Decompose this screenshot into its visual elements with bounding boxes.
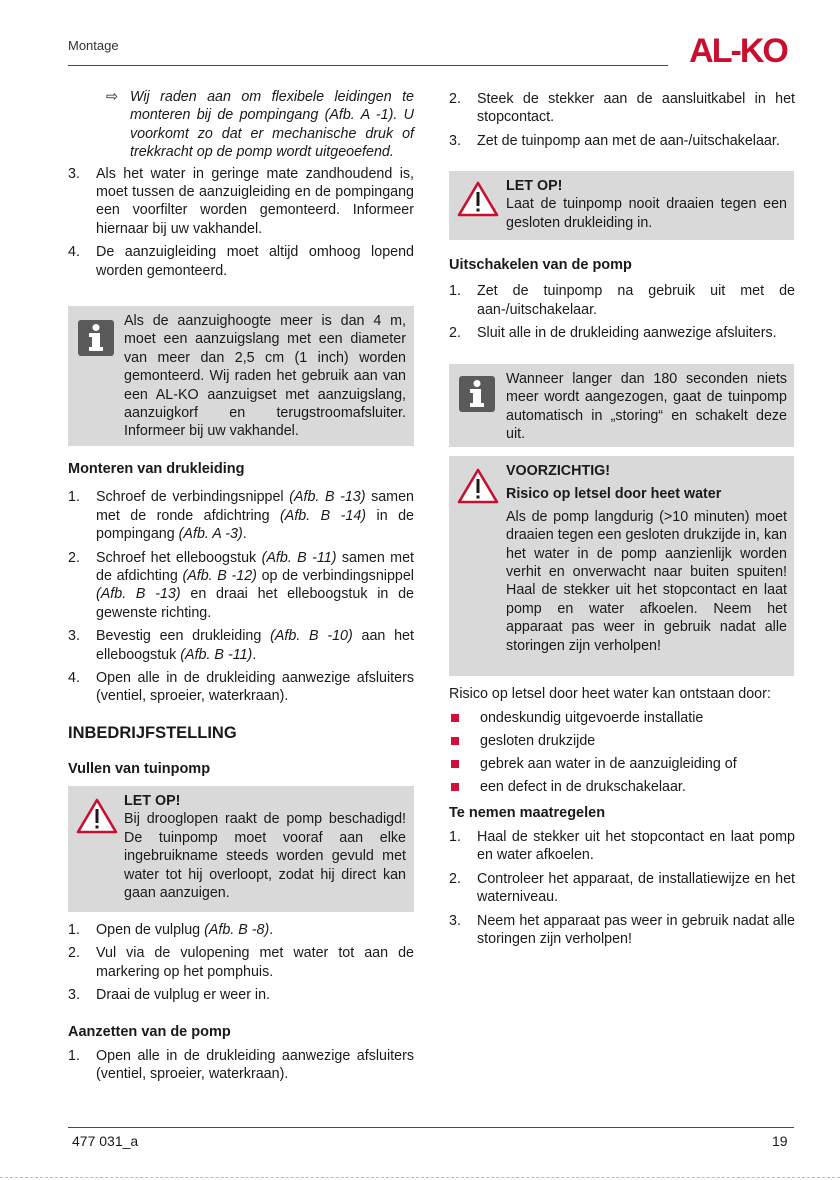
figure-reference: (Afb. B -11): [180, 646, 253, 663]
list-item: [449, 324, 795, 342]
right-column-3: [449, 685, 795, 948]
step-text: Draai de vulplug er weer in.: [96, 987, 271, 1004]
list-item: [68, 1047, 414, 1084]
warning-box: [68, 786, 414, 912]
step-number: 2.: [68, 549, 80, 566]
step-text: Schroef het elleboogstuk: [96, 549, 262, 566]
svg-text:AL-KO: AL-KO: [689, 34, 787, 66]
step-list: [68, 165, 414, 280]
step-number: 3.: [68, 165, 80, 182]
list-item: [449, 132, 795, 150]
step-text: Bevestig een drukleiding: [96, 628, 271, 645]
left-column-lower: [68, 460, 414, 706]
warning-box: [449, 171, 794, 240]
subheading-uitschakelen: Uitschakelen van de pomp: [449, 257, 632, 273]
step-text: .: [242, 526, 247, 543]
step-number: 2.: [68, 945, 80, 962]
step-text: in de pompingang: [96, 507, 414, 543]
list-item: [68, 488, 414, 543]
caution-box: [449, 456, 794, 676]
step-number: 2.: [449, 870, 461, 887]
warning-title: LET OP!: [124, 793, 181, 809]
step-number: 3.: [449, 912, 461, 929]
step-number: 3.: [68, 628, 80, 645]
step-text: Haal de stekker uit het stopcontact en laat pomp en water afkoelen.: [477, 828, 795, 864]
bullet-item: [449, 709, 795, 727]
info-box: [68, 306, 414, 446]
step-text: Open de vulplug: [96, 922, 205, 938]
step-text: Schroef de verbindingsnippel: [96, 489, 290, 506]
bullet-item: [449, 755, 795, 773]
bullet-text: gesloten drukzijde: [480, 733, 596, 750]
bullet-item: [449, 778, 795, 796]
list-item: [68, 165, 414, 239]
info-box: [449, 364, 794, 447]
caution-title: VOORZICHTIG!: [506, 463, 611, 479]
info-text: Wanneer langer dan 180 seconden niets meer wordt aangezogen, gaat de tuinpomp automatisch in „storing“ en schakelt deze uit.: [506, 371, 787, 443]
right-column-2: [449, 256, 795, 343]
step-text: .: [252, 646, 257, 663]
figure-reference: (Afb. B -13): [96, 586, 181, 603]
header-rule: [68, 65, 668, 66]
bullet-text: ondeskundig uitgevoerde installatie: [480, 710, 704, 727]
step-list: [68, 488, 414, 705]
step-text: Als het water in geringe mate zandhoudend is, moet tussen de aanzuigleiding en de pompingang een voorfilter worden gemonteerd. Informeer hiernaar bij uw vakhandel.: [96, 165, 414, 237]
step-text: Zet de tuinpomp na gebruik uit met de aan-/uitschakelaar.: [477, 283, 795, 318]
step-text: samen met de ronde afdichtring: [96, 489, 414, 524]
list-item: [449, 90, 795, 127]
list-item: [449, 828, 795, 865]
step-text: samen met de afdichting: [96, 549, 414, 585]
crop-line: [0, 1177, 840, 1178]
step-text: De aanzuigleiding moet altijd omhoog lopend worden gemonteerd.: [96, 244, 414, 279]
step-number: 4.: [68, 244, 80, 261]
al-ko-logo: [680, 34, 796, 66]
list-item: [449, 912, 795, 949]
figure-reference: (Afb. B -8): [204, 922, 270, 938]
subheading-drukleiding: Monteren van drukleiding: [68, 461, 245, 477]
list-item: [68, 627, 414, 664]
step-text: Steek de stekker aan de aansluitkabel in het stopcontact.: [477, 91, 795, 126]
step-number: 2.: [449, 91, 461, 107]
subheading-aanzetten: Aanzetten van de pomp: [68, 1023, 231, 1040]
step-text: Controleer het apparaat, de installatiewijze en het waterniveau.: [477, 870, 795, 906]
list-item: [68, 243, 414, 280]
step-list: [68, 1047, 414, 1084]
list-item: [68, 549, 414, 623]
step-number: 3.: [449, 132, 461, 149]
tip-note: [68, 88, 414, 162]
step-number: 1.: [68, 922, 80, 938]
figure-reference: (Afb. B -12): [182, 568, 257, 585]
figure-reference: (Afb. B -11): [261, 549, 337, 566]
risk-intro: Risico op letsel door heet water kan ontstaan door:: [449, 686, 771, 702]
bullet-square-icon: [451, 760, 459, 768]
list-item: [449, 870, 795, 907]
left-column: [68, 88, 414, 280]
running-header: Montage: [68, 38, 119, 53]
arrow-right-icon: ⇨: [106, 89, 118, 105]
tip-text: Wij raden aan om flexibele leidingen te monteren bij de pompingang (Afb. A -1). U voorkomt zo dat er mechanische druk of trekkracht op de pomp wordt uitgeoefend.: [130, 89, 414, 161]
info-icon: [459, 376, 495, 412]
warning-text: Bij drooglopen raakt de pomp beschadigd! De tuinpomp moet vooraf aan elke ingebruikname steeds worden gevuld met water tot hij overloopt, zodat hij direct kan gaan aanzuigen.: [124, 811, 406, 902]
warning-text: Laat de tuinpomp nooit draaien tegen een gesloten drukleiding in.: [506, 196, 787, 231]
step-number: 1.: [68, 1048, 80, 1065]
left-column-bottom: [68, 921, 414, 1084]
bullet-text: gebrek aan water in de aanzuigleiding of: [480, 756, 737, 773]
step-number: 1.: [449, 283, 461, 300]
step-text: aan het elleboogstuk: [96, 628, 414, 663]
list-item: [68, 986, 414, 1004]
footer-rule: [68, 1127, 794, 1128]
step-text: en draai het elleboogstuk in de gewenste richting.: [96, 586, 414, 621]
bullet-square-icon: [451, 783, 459, 791]
figure-reference: (Afb. B -14): [280, 507, 367, 524]
list-item: [68, 944, 414, 981]
warning-title: LET OP!: [506, 178, 563, 194]
bullet-square-icon: [451, 737, 459, 745]
subheading-maatregelen: Te nemen maatregelen: [449, 804, 606, 821]
bullet-list: [449, 709, 795, 796]
bullet-square-icon: [451, 714, 459, 722]
step-text: Sluit alle in de drukleiding aanwezige afsluiters.: [477, 325, 777, 342]
step-text: Zet de tuinpomp aan met de aan-/uitschakelaar.: [477, 132, 780, 149]
bullet-item: [449, 732, 795, 750]
bullet-text: een defect in de drukschakelaar.: [480, 779, 686, 796]
step-text: Open alle in de drukleiding aanwezige afsluiters (ventiel, sproeier, waterkraan).: [96, 670, 414, 705]
list-item: [68, 669, 414, 706]
figure-reference: (Afb. B -10): [270, 628, 353, 645]
step-text: op de verbindingsnippel: [256, 568, 414, 585]
step-text: Neem het apparaat pas weer in gebruik nadat alle storingen zijn verholpen!: [477, 912, 795, 947]
warning-triangle-icon: [457, 181, 499, 217]
subheading-vullen: Vullen van tuinpomp: [68, 761, 211, 777]
section-heading: INBEDRIJFSTELLING: [68, 724, 237, 742]
figure-reference: (Afb. A -3): [178, 526, 243, 543]
figure-reference: (Afb. B -13): [289, 489, 366, 506]
right-column: [449, 90, 795, 150]
caution-subtitle: Risico op letsel door heet water: [506, 486, 722, 503]
step-text: Vul via de vulopening met water tot aan de markering op het pomphuis.: [96, 945, 414, 980]
warning-triangle-icon: [457, 468, 499, 504]
list-item: [68, 921, 414, 939]
step-list: [449, 828, 795, 948]
info-icon: [78, 320, 114, 356]
info-text: Als de aanzuighoogte meer is dan 4 m, moet een aanzuigslang met een diameter van meer dan 2,5 cm (1 inch) worden gemonteerd. Wij raden het gebruik aan van een AL-KO aanzuigset met aanzuigslang, aanzuigkorf en terugstroomafsluiter. Informeer bij uw vakhandel.: [124, 313, 406, 440]
step-number: 2.: [449, 325, 461, 342]
document-number: 477 031_a: [72, 1133, 139, 1149]
step-text: Open alle in de drukleiding aanwezige afsluiters (ventiel, sproeier, waterkraan).: [96, 1048, 414, 1083]
list-item: [449, 282, 795, 319]
page-number: 19: [772, 1133, 788, 1149]
warning-triangle-icon: [76, 798, 118, 834]
step-list: [449, 282, 795, 342]
step-number: 1.: [449, 828, 461, 845]
step-list: [68, 921, 414, 1005]
step-number: 3.: [68, 987, 80, 1004]
step-list: [449, 90, 795, 150]
step-number: 4.: [68, 670, 80, 687]
step-number: 1.: [68, 489, 80, 506]
step-text: .: [269, 922, 274, 938]
caution-text: Als de pomp langdurig (>10 minuten) moet draaien tegen een gesloten drukzijde in, kan het water in de pomp aanzienlijk worden verhit en onverwacht naar buiten spuiten! Haal de stekker uit het stopcontact en laat pomp en water afkoelen. Neem het apparaat pas weer in gebruik nadat alle storingen zijn verholpen!: [506, 508, 787, 654]
